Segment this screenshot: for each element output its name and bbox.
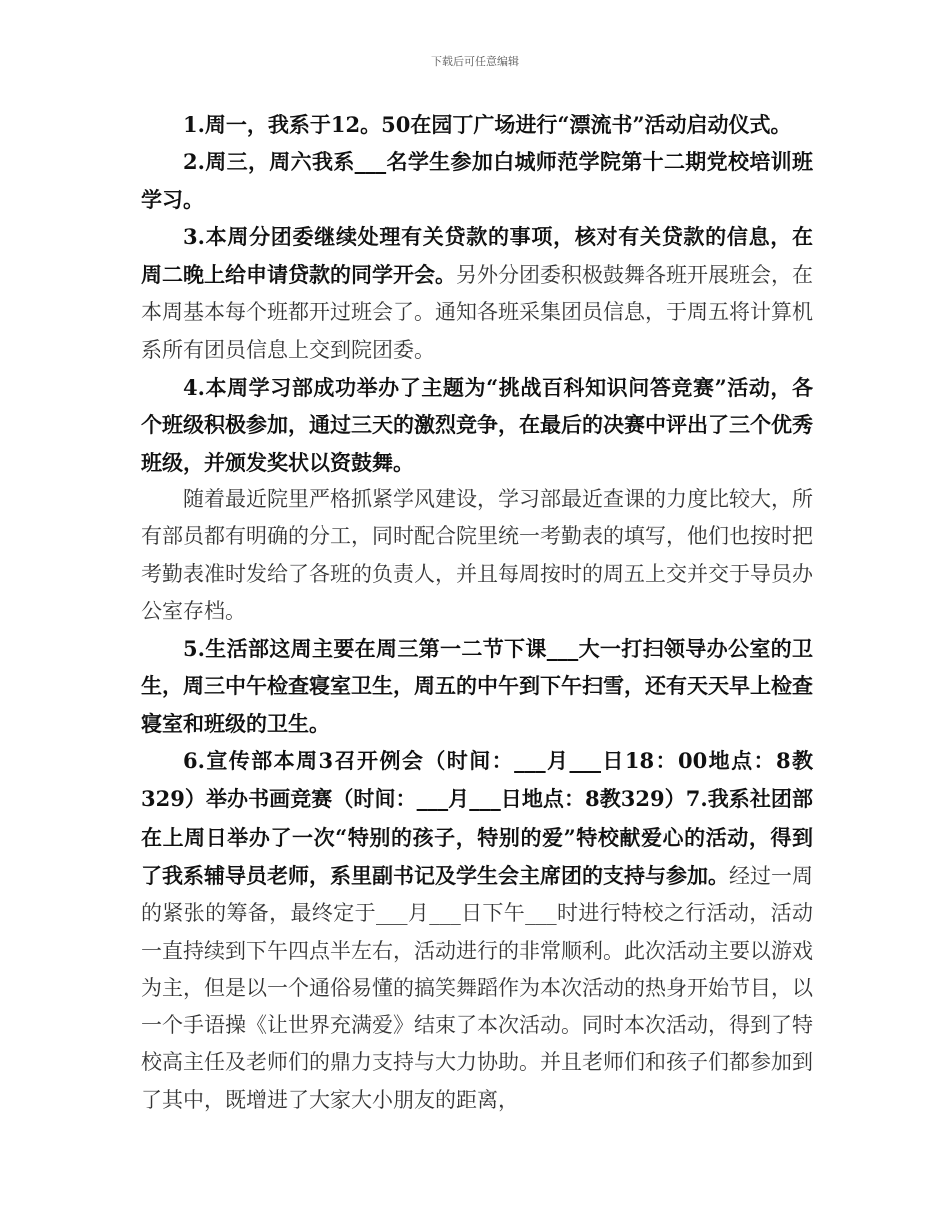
- paragraph-3: [141, 218, 813, 369]
- paragraph-5: 随着最近院里严格抓紧学风建设，学习部最近查课的力度比较大，所有部员都有明确的分工，同时配合院里统一考勤表的填写，他们也按时把考勤表准时发给了各班的负责人，并且每周按时的周五上交并交于导员办公室存档。: [141, 486, 813, 623]
- paragraph-4: 4.本周学习部成功举办了主题为“挑战百科知识问答竞赛”活动，各个班级积极参加，通过三天的激烈竞争，在最后的决赛中评出了三个优秀班级，并颁发奖状以资鼓舞。: [141, 375, 813, 475]
- page-header: 下载后可任意编辑: [431, 55, 519, 68]
- paragraph-3-bold: 3.本周分团委继续处理有关贷款的事项，核对有关贷款的信息，在周二晚上给申请贷款的同学开会。: [141, 223, 813, 288]
- paragraph-1: 1.周一，我系于12。50在园丁广场进行“漂流书”活动启动仪式。: [183, 112, 792, 137]
- paragraph-3-normal: 另外分团委积极鼓舞各班开展班会，在本周基本每个班都开过班会了。通知各班采集团员信息，于周五将计算机系所有团员信息上交到院团委。: [141, 263, 813, 362]
- paragraph-7-bold: 6.宣传部本周3召开例会（时间：___月___日18：00地点：8教329）举办书画竞赛（时间：___月___日地点：8教329）7.我系社团部在上周日举办了一次“特别的孩子，特别的爱”特校献爱心的活动，得到了我系辅导员老师，系里副书记及学生会主席团的支持与参加。: [141, 748, 813, 888]
- document-body: [141, 106, 813, 1119]
- paragraph-2: 2.周三，周六我系___名学生参加白城师范学院第十二期党校培训班学习。: [141, 149, 813, 212]
- paragraph-7: [141, 742, 813, 1119]
- paragraph-7-normal: 经过一周的紧张的筹备，最终定于___月___日下午___时进行特校之行活动，活动一直持续到下午四点半左右，活动进行的非常顺利。此次活动主要以游戏为主，但是以一个通俗易懂的搞笑舞蹈作为本次活动的热身开始节目，以一个手语操《让世界充满爱》结束了本次活动。同时本次活动，得到了特校高主任及老师们的鼎力支持与大力协助。并且老师们和孩子们都参加到了其中，既增进了大家大小朋友的距离，: [141, 863, 813, 1112]
- paragraph-6: 5.生活部这周主要在周三第一二节下课___大一打扫领导办公室的卫生，周三中午检查寝室卫生，周五的中午到下午扫雪，还有天天早上检查寝室和班级的卫生。: [141, 636, 813, 736]
